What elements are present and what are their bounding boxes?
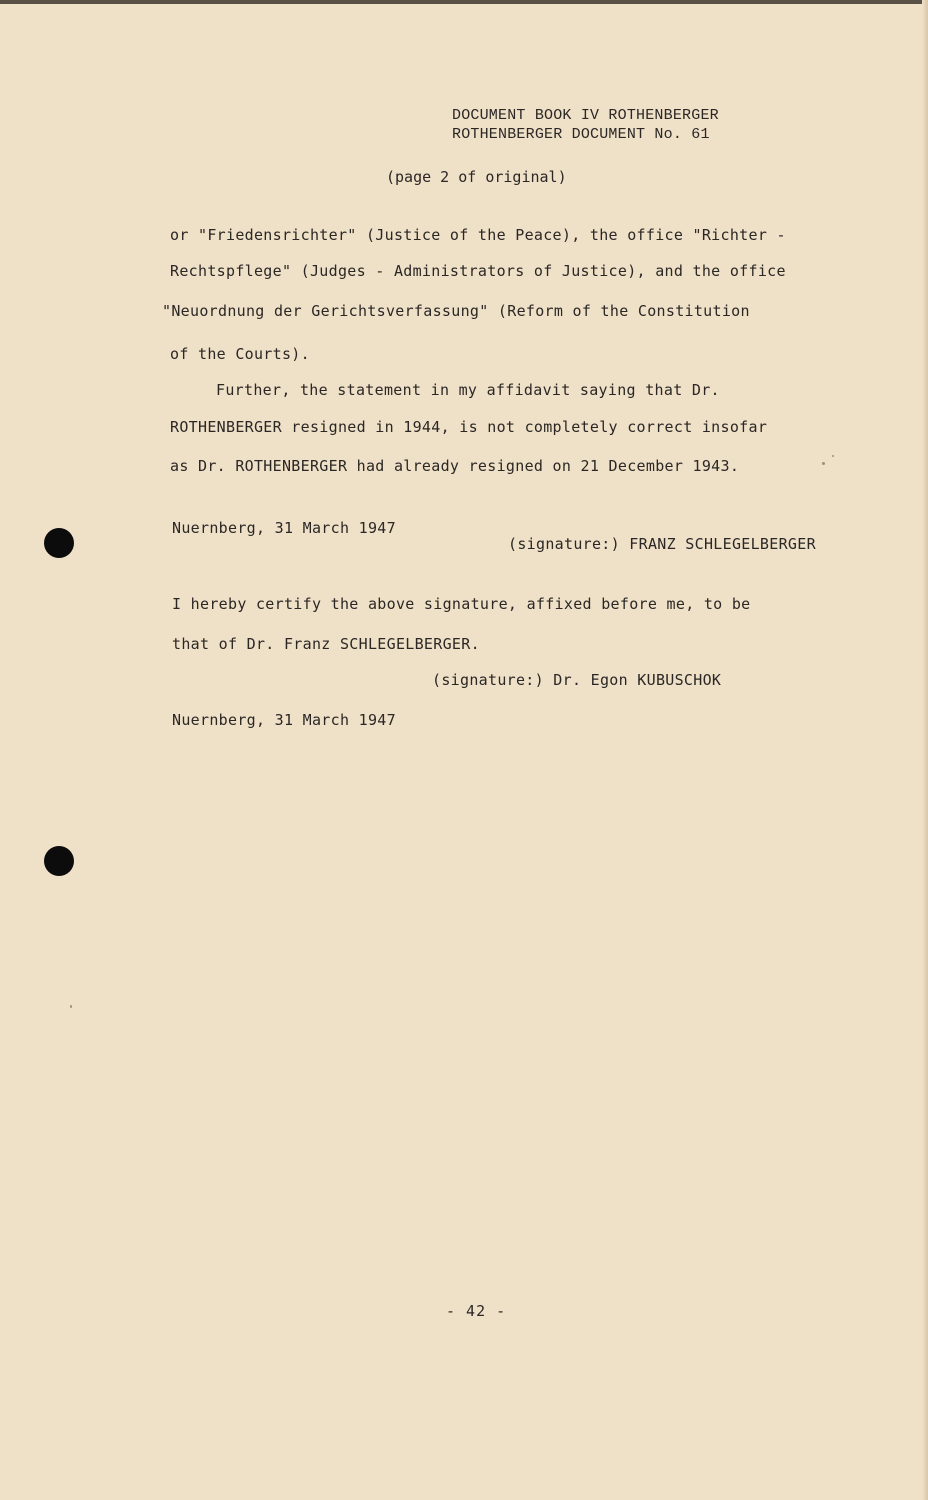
certification-line: that of Dr. Franz SCHLEGELBERGER. <box>172 635 480 653</box>
page-number: - 42 - <box>446 1302 507 1320</box>
document-header <box>452 106 719 144</box>
punch-hole-upper <box>44 528 74 558</box>
body-line: Rechtspflege" (Judges - Administrators of Justice), and the office <box>170 262 786 280</box>
body-line: as Dr. ROTHENBERGER had already resigned on 21 December 1943. <box>170 457 740 475</box>
paper-speck <box>832 455 834 457</box>
paper-speck <box>70 1005 72 1008</box>
certification-place-date: Nuernberg, 31 March 1947 <box>172 711 396 729</box>
first-place-date: Nuernberg, 31 March 1947 <box>172 519 396 537</box>
certification-line: I hereby certify the above signature, affixed before me, to be <box>172 595 751 613</box>
page-top-edge <box>0 0 928 4</box>
header-line-document-number: ROTHENBERGER DOCUMENT No. 61 <box>452 126 710 143</box>
body-line: "Neuordnung der Gerichtsverfassung" (Reform of the Constitution <box>162 302 750 320</box>
first-signature-line: (signature:) FRANZ SCHLEGELBERGER <box>508 535 816 553</box>
page-right-edge <box>922 0 928 1500</box>
body-line: or "Friedensrichter" (Justice of the Peace), the office "Richter - <box>170 226 786 244</box>
body-line: Further, the statement in my affidavit saying that Dr. <box>216 381 720 399</box>
header-line-book: DOCUMENT BOOK IV ROTHENBERGER <box>452 107 719 124</box>
body-line: of the Courts). <box>170 345 310 363</box>
certifier-signature-line: (signature:) Dr. Egon KUBUSCHOK <box>432 671 722 689</box>
punch-hole-lower <box>44 846 74 876</box>
paper-speck <box>822 462 825 465</box>
original-page-reference: (page 2 of original) <box>386 168 567 186</box>
body-line: ROTHENBERGER resigned in 1944, is not completely correct insofar <box>170 418 768 436</box>
